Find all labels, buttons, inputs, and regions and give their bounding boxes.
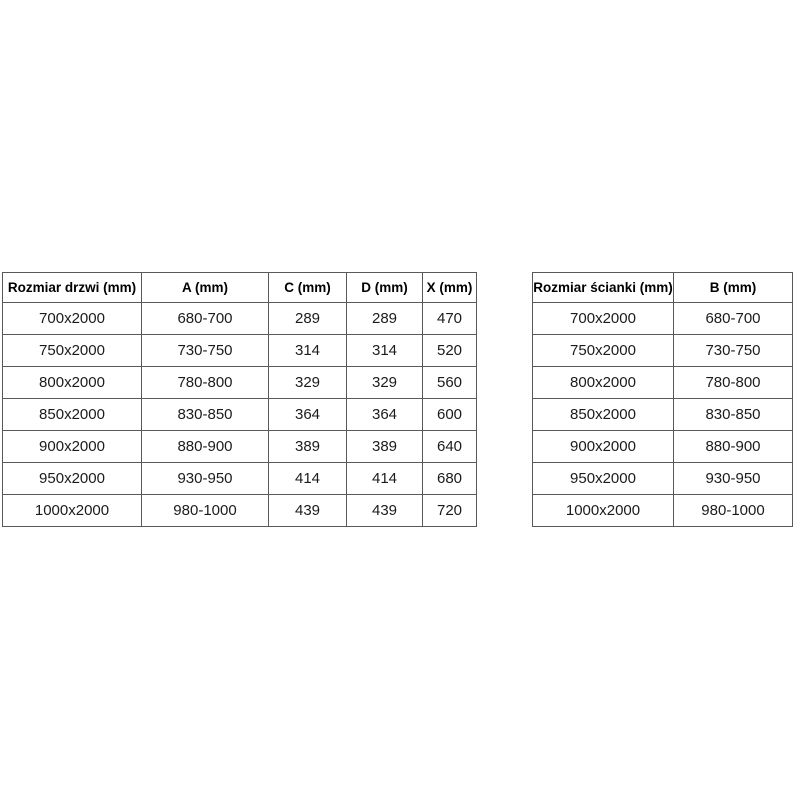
- table-cell: 950x2000: [533, 463, 674, 495]
- table-cell: 439: [347, 495, 423, 527]
- table-cell: 730-750: [142, 335, 269, 367]
- table-cell: 830-850: [142, 399, 269, 431]
- table-cell: 680-700: [674, 303, 793, 335]
- table-cell: 880-900: [142, 431, 269, 463]
- table-cell: 364: [347, 399, 423, 431]
- table-cell: 730-750: [674, 335, 793, 367]
- table-cell: 680: [423, 463, 477, 495]
- table-cell: 329: [269, 367, 347, 399]
- column-header: X (mm): [423, 273, 477, 303]
- table-row: [533, 303, 793, 335]
- header-row: [533, 273, 793, 303]
- table-cell: 850x2000: [3, 399, 142, 431]
- table-row: [3, 399, 477, 431]
- table-cell: 1000x2000: [3, 495, 142, 527]
- table-row: [3, 335, 477, 367]
- table-row: [3, 431, 477, 463]
- table-cell: 700x2000: [533, 303, 674, 335]
- table-cell: 314: [269, 335, 347, 367]
- table-cell: 329: [347, 367, 423, 399]
- column-header: B (mm): [674, 273, 793, 303]
- table-cell: 389: [269, 431, 347, 463]
- table-row: [533, 431, 793, 463]
- table-cell: 600: [423, 399, 477, 431]
- table-cell: 364: [269, 399, 347, 431]
- table-cell: 414: [269, 463, 347, 495]
- table-cell: 980-1000: [142, 495, 269, 527]
- table-cell: 389: [347, 431, 423, 463]
- door-size-table: [2, 272, 477, 527]
- wall-size-table: [532, 272, 793, 527]
- table-row: [3, 367, 477, 399]
- table-cell: 930-950: [142, 463, 269, 495]
- column-header: D (mm): [347, 273, 423, 303]
- table-cell: 880-900: [674, 431, 793, 463]
- table-cell: 439: [269, 495, 347, 527]
- table-cell: 780-800: [142, 367, 269, 399]
- table-row: [533, 367, 793, 399]
- table-row: [3, 495, 477, 527]
- table-cell: 750x2000: [3, 335, 142, 367]
- table-cell: 900x2000: [3, 431, 142, 463]
- table-cell: 414: [347, 463, 423, 495]
- table-cell: 640: [423, 431, 477, 463]
- table-cell: 750x2000: [533, 335, 674, 367]
- table-row: [3, 463, 477, 495]
- table-cell: 930-950: [674, 463, 793, 495]
- column-header: A (mm): [142, 273, 269, 303]
- table-cell: 289: [269, 303, 347, 335]
- column-header: C (mm): [269, 273, 347, 303]
- column-header: Rozmiar drzwi (mm): [3, 273, 142, 303]
- table-cell: 520: [423, 335, 477, 367]
- table-row: [533, 399, 793, 431]
- table-cell: 314: [347, 335, 423, 367]
- table-cell: 950x2000: [3, 463, 142, 495]
- table-cell: 800x2000: [533, 367, 674, 399]
- table-cell: 1000x2000: [533, 495, 674, 527]
- table-cell: 289: [347, 303, 423, 335]
- column-header: Rozmiar ścianki (mm): [533, 273, 674, 303]
- table-cell: 720: [423, 495, 477, 527]
- table-cell: 800x2000: [3, 367, 142, 399]
- table-row: [533, 463, 793, 495]
- table-row: [3, 303, 477, 335]
- table-cell: 980-1000: [674, 495, 793, 527]
- table-cell: 850x2000: [533, 399, 674, 431]
- table-cell: 680-700: [142, 303, 269, 335]
- table-cell: 470: [423, 303, 477, 335]
- table-cell: 700x2000: [3, 303, 142, 335]
- table-row: [533, 495, 793, 527]
- table-cell: 560: [423, 367, 477, 399]
- table-cell: 780-800: [674, 367, 793, 399]
- table-cell: 830-850: [674, 399, 793, 431]
- table-row: [533, 335, 793, 367]
- table-cell: 900x2000: [533, 431, 674, 463]
- header-row: [3, 273, 477, 303]
